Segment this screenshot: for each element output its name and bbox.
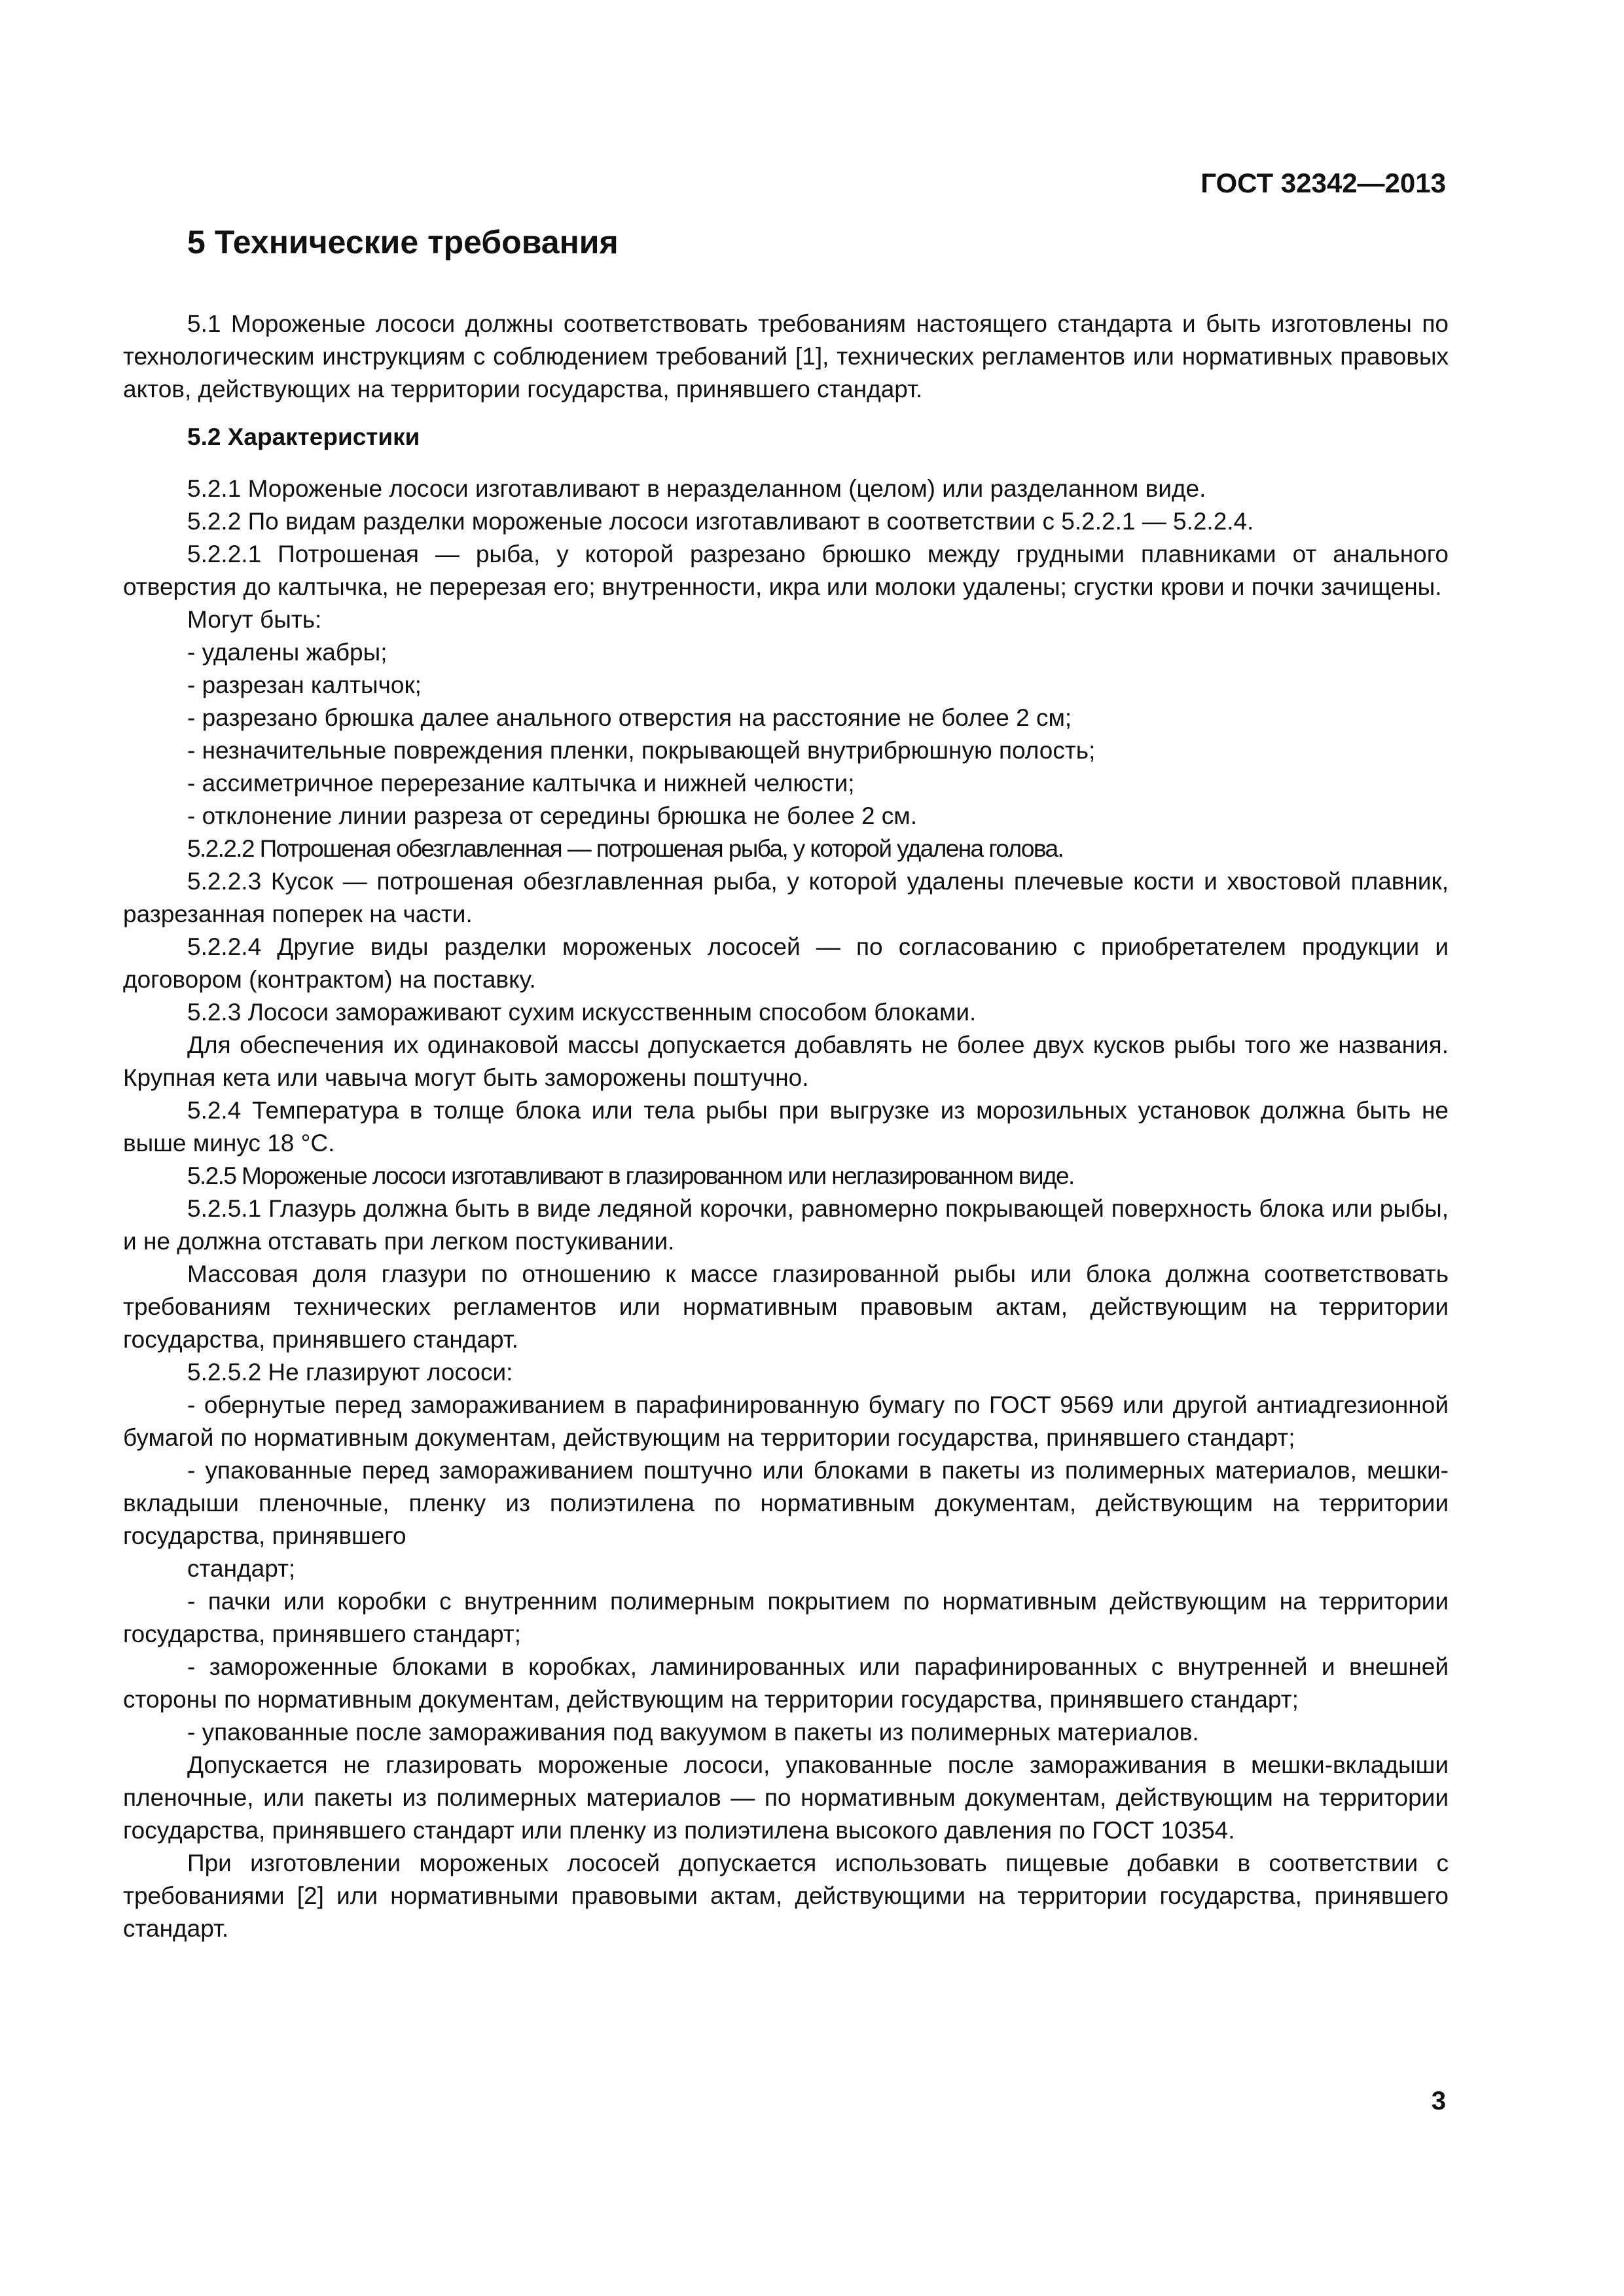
paragraph-allowed: Допускается не глазировать мороженые лососи, упакованные после замораживания в мешки-вкладыши пленочные, или пакеты из полимерных материалов — по нормативным документам, действующим на территории государства, принявшего стандарт или пленку из полиэтилена высокого давления по ГОСТ 10354. bbox=[123, 1751, 1449, 1844]
list-item: - отклонение линии разреза от середины брюшка не более 2 см. bbox=[187, 802, 918, 829]
list-item: - ассиметричное перерезание калтычка и нижней челюсти; bbox=[187, 770, 855, 797]
list-item: - обернутые перед замораживанием в парафинированную бумагу по ГОСТ 9569 или другой антиадгезионной бумагой по нормативным документам, действующим на территории государства, принявшего стандарт; bbox=[123, 1391, 1449, 1451]
list-item: - пачки или коробки с внутренним полимерным покрытием по нормативным действующим на территории государства, принявшего стандарт; bbox=[123, 1588, 1449, 1647]
list-item: - разрезан калтычок; bbox=[187, 672, 422, 698]
list-item: - замороженные блоками в коробках, ламинированных или парафинированных с внутренней и внешней стороны по нормативным документам, действующим на территории государства, принявшего стандарт; bbox=[123, 1653, 1449, 1713]
list-item: - удалены жабры; bbox=[187, 639, 388, 666]
subheading-5-2: 5.2 Характеристики bbox=[187, 423, 420, 450]
paragraph-5-2-3-mass: Для обеспечения их одинаковой массы допускается добавлять не более двух кусков рыбы того же названия. Крупная кета или чавыча могут быть заморожены поштучно. bbox=[123, 1031, 1449, 1091]
paragraph-5-2-1: 5.2.1 Мороженые лососи изготавливают в неразделанном (целом) или разделанном виде. bbox=[187, 475, 1206, 502]
page-content bbox=[123, 216, 1449, 1945]
paragraph-5-2-5-1: 5.2.5.1 Глазурь должна быть в виде ледяной корочки, равномерно покрывающей поверхность блока или рыбы, и не должна отставать при легком постукивании. bbox=[123, 1195, 1449, 1255]
paragraph-glaze-mass: Массовая доля глазури по отношению к массе глазированной рыбы или блока должна соответствовать требованиям технических регламентов или нормативным правовым актам, действующим на территории государства, принявшего стандарт. bbox=[123, 1261, 1449, 1353]
may-be-label: Могут быть: bbox=[187, 606, 322, 633]
paragraph-5-2-3: 5.2.3 Лососи замораживают сухим искусственным способом блоками. bbox=[187, 999, 977, 1026]
paragraph-5-1: 5.1 Мороженые лососи должны соответствовать требованиям настоящего стандарта и быть изготовлены по технологическим инструкциям с соблюдением требований [1], технических регламентов или нормативных правовых актов, действующих на территории государства, принявшего стандарт. bbox=[123, 310, 1449, 403]
page-number: 3 bbox=[1431, 2087, 1446, 2115]
list-item-continuation: стандарт; bbox=[187, 1555, 296, 1582]
paragraph-5-2-4: 5.2.4 Температура в толще блока или тела рыбы при выгрузке из морозильных установок должна быть не выше минус 18 °С. bbox=[123, 1097, 1449, 1157]
paragraph-5-2-2: 5.2.2 По видам разделки мороженые лососи изготавливают в соответствии с 5.2.2.1 — 5.2.2.4. bbox=[187, 508, 1254, 535]
paragraph-additives: При изготовлении мороженых лососей допускается использовать пищевые добавки в соответствии с требованиями [2] или нормативными правовыми актам, действующими на территории государства, принявшего стандарт. bbox=[123, 1850, 1449, 1942]
paragraph-5-2-2-1: 5.2.2.1 Потрошеная — рыба, у которой разрезано брюшко между грудными плавниками от анального отверстия до калтычка, не перерезая его; внутренности, икра или молоки удалены; сгустки крови и почки зачищены. bbox=[123, 541, 1449, 600]
paragraph-5-2-2-4: 5.2.2.4 Другие виды разделки мороженых лососей — по согласованию с приобретателем продукции и договором (контрактом) на поставку. bbox=[123, 933, 1449, 993]
paragraph-5-2-5: 5.2.5 Мороженые лососи изготавливают в глазированном или неглазированном виде. bbox=[187, 1162, 1074, 1189]
list-item: - незначительные повреждения пленки, покрывающей внутрибрюшную полость; bbox=[187, 737, 1096, 764]
paragraph-5-2-2-3: 5.2.2.3 Кусок — потрошеная обезглавленная рыба, у которой удалены плечевые кости и хвостовой плавник, разрезанная поперек на части. bbox=[123, 868, 1449, 927]
list-item: - разрезано брюшка далее анального отверстия на расстояние не более 2 см; bbox=[187, 704, 1072, 731]
paragraph-5-2-5-2: 5.2.5.2 Не глазируют лососи: bbox=[187, 1359, 513, 1386]
list-item: - упакованные после замораживания под вакуумом в пакеты из полимерных материалов. bbox=[187, 1719, 1199, 1746]
section-title: 5 Технические требования bbox=[187, 224, 619, 260]
paragraph-5-2-2-2: 5.2.2.2 Потрошеная обезглавленная — потрошеная рыба, у которой удалена голова. bbox=[187, 835, 1064, 862]
list-item: - упакованные перед замораживанием поштучно или блоками в пакеты из полимерных материалов, мешки-вкладыши пленочные, пленку из полиэтилена по нормативным документам, действующим на территории государства, принявшего bbox=[123, 1457, 1449, 1549]
document-header-code: ГОСТ 32342—2013 bbox=[1200, 168, 1446, 198]
